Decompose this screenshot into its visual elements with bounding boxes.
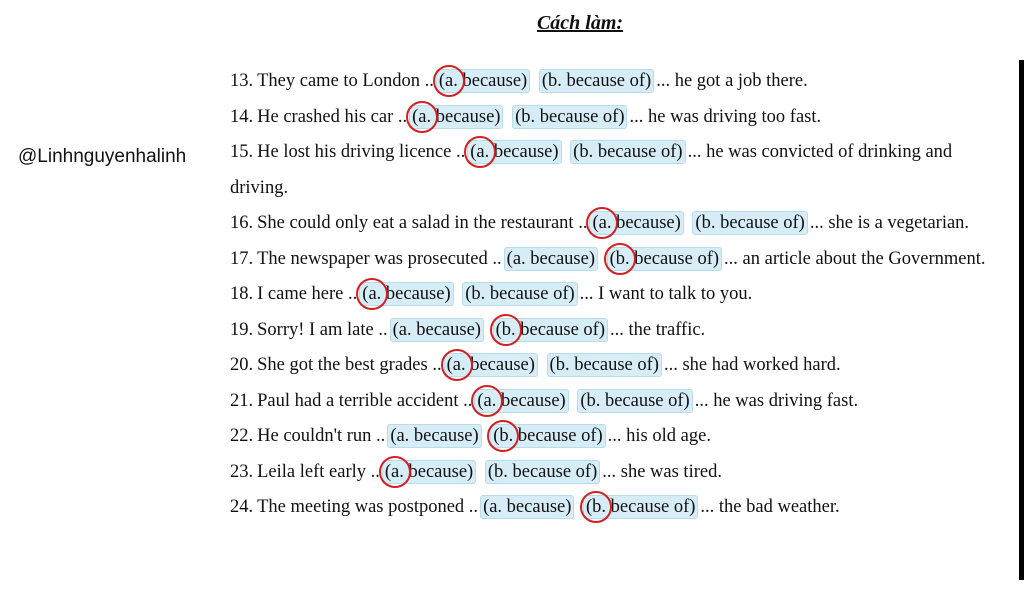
option-b[interactable]: (b. because of) bbox=[547, 353, 662, 377]
option-a[interactable]: (a. because) bbox=[444, 353, 538, 377]
question-text-before: Sorry! I am late .. bbox=[257, 319, 388, 340]
option-b[interactable]: (b. because of) bbox=[485, 460, 600, 484]
question-text-before: The meeting was postponed .. bbox=[257, 497, 479, 517]
question-number: 14. bbox=[230, 106, 254, 127]
option-b[interactable]: (b. because of) bbox=[493, 318, 608, 342]
question-text-before: I came here .. bbox=[257, 284, 358, 304]
option-b[interactable]: (b. because of) bbox=[577, 389, 692, 413]
option-a[interactable]: (a. because) bbox=[409, 105, 503, 129]
question-number: 19. bbox=[230, 319, 254, 340]
question-number: 22. bbox=[230, 426, 254, 446]
option-b[interactable]: (b. because of) bbox=[692, 211, 807, 235]
option-b[interactable]: (b. because of) bbox=[462, 282, 577, 306]
question-text-before: She got the best grades .. bbox=[257, 355, 442, 375]
question-text-before: Leila left early .. bbox=[257, 461, 380, 482]
question-item bbox=[230, 455, 1000, 491]
option-a[interactable]: (a. because) bbox=[359, 282, 453, 306]
question-text-after: ... I want to talk to you. bbox=[579, 284, 753, 304]
question-number: 18. bbox=[230, 284, 254, 304]
right-edge-bar bbox=[1019, 60, 1024, 580]
question-text-after: ... he was driving fast. bbox=[694, 390, 859, 411]
question-text-before: He couldn't run .. bbox=[257, 426, 386, 446]
option-b[interactable]: (b. because of) bbox=[607, 247, 722, 271]
question-number: 16. bbox=[230, 213, 254, 233]
question-text-after: ... his old age. bbox=[607, 426, 711, 446]
question-item bbox=[230, 348, 1000, 384]
option-a[interactable]: (a. because) bbox=[480, 495, 574, 519]
page-title: Cách làm: bbox=[536, 12, 624, 34]
question-item bbox=[230, 490, 1000, 526]
option-b[interactable]: (b. because of) bbox=[490, 424, 605, 448]
question-item bbox=[230, 135, 1000, 206]
watermark-label: @Linhnguyenhalinh bbox=[18, 146, 187, 167]
question-text-after: ... he got a job there. bbox=[656, 71, 808, 91]
question-text-before: He crashed his car .. bbox=[257, 106, 408, 127]
question-item bbox=[230, 206, 1000, 242]
question-number: 20. bbox=[230, 355, 254, 375]
question-text-after: ... he was driving too fast. bbox=[629, 106, 822, 127]
option-b[interactable]: (b. because of) bbox=[583, 495, 698, 519]
question-number: 23. bbox=[230, 461, 254, 482]
option-a[interactable]: (a. because) bbox=[504, 247, 598, 271]
question-item bbox=[230, 100, 1000, 136]
question-text-after: ... she is a vegetarian. bbox=[809, 213, 970, 233]
option-b[interactable]: (b. because of) bbox=[539, 69, 654, 93]
question-text-after: ... he was convicted of drinking and driving. bbox=[230, 142, 953, 198]
question-text-after: ... she had worked hard. bbox=[663, 355, 841, 375]
question-number: 13. bbox=[230, 71, 254, 91]
question-text-after: ... an article about the Government. bbox=[724, 248, 986, 269]
question-text-before: He lost his driving licence .. bbox=[257, 142, 466, 162]
question-number: 21. bbox=[230, 390, 254, 411]
question-text-after: ... the traffic. bbox=[609, 319, 706, 340]
option-a[interactable]: (a. because) bbox=[467, 140, 561, 164]
question-item bbox=[230, 313, 1000, 349]
question-text-before: They came to London .. bbox=[257, 71, 434, 91]
question-item bbox=[230, 384, 1000, 420]
option-a[interactable]: (a. because) bbox=[390, 318, 484, 342]
option-b[interactable]: (b. because of) bbox=[570, 140, 685, 164]
question-item bbox=[230, 242, 1000, 278]
question-text-before: Paul had a terrible accident .. bbox=[257, 390, 473, 411]
question-item bbox=[230, 277, 1000, 313]
option-a[interactable]: (a. because) bbox=[474, 389, 568, 413]
question-number: 15. bbox=[230, 142, 254, 162]
option-a[interactable]: (a. because) bbox=[589, 211, 683, 235]
question-list bbox=[230, 64, 1000, 526]
question-text-before: The newspaper was prosecuted .. bbox=[257, 248, 502, 269]
option-a[interactable]: (a. because) bbox=[387, 424, 481, 448]
question-item bbox=[230, 64, 1000, 100]
question-item bbox=[230, 419, 1000, 455]
option-b[interactable]: (b. because of) bbox=[512, 105, 627, 129]
question-text-before: She could only eat a salad in the restaurant .. bbox=[257, 213, 588, 233]
question-number: 24. bbox=[230, 497, 254, 517]
option-a[interactable]: (a. because) bbox=[436, 69, 530, 93]
question-text-after: ... she was tired. bbox=[602, 461, 722, 482]
option-a[interactable]: (a. because) bbox=[382, 460, 476, 484]
question-number: 17. bbox=[230, 248, 254, 269]
question-text-after: ... the bad weather. bbox=[700, 497, 840, 517]
